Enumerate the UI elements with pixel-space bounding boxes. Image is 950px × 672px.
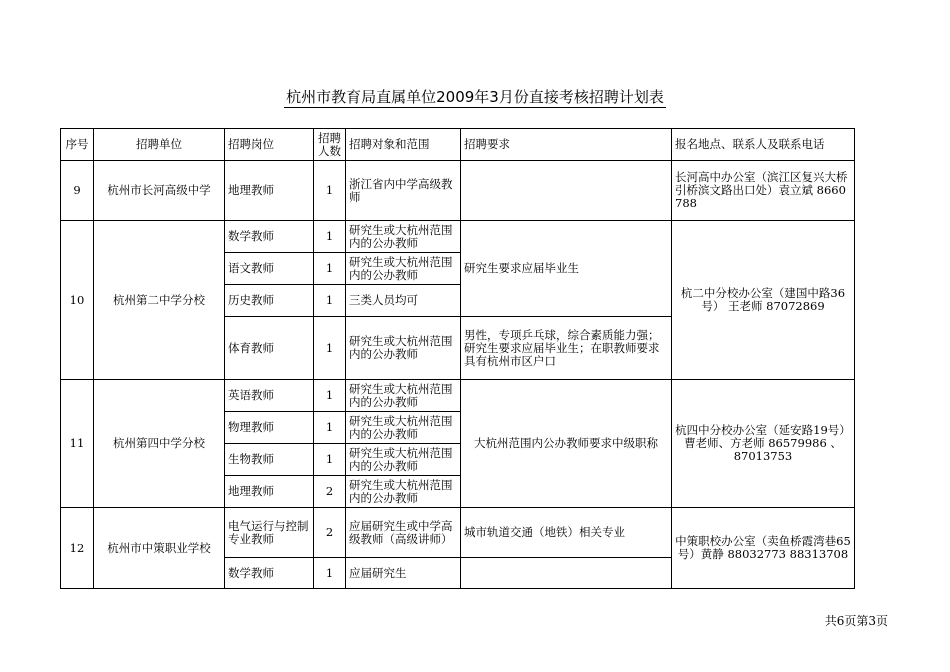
- header-post: 招聘岗位: [225, 129, 314, 161]
- header-unit: 招聘单位: [94, 129, 225, 161]
- cell-post: 物理教师: [225, 412, 314, 444]
- cell-req: [461, 558, 672, 589]
- cell-no: 9: [61, 161, 94, 221]
- cell-count: 1: [314, 161, 346, 221]
- cell-count: 1: [314, 380, 346, 412]
- cell-req: 城市轨道交通（地铁）相关专业: [461, 508, 672, 558]
- cell-req: 男性，专项乒乓球，综合素质能力强；研究生要求应届毕业生；在职教师要求具有杭州市区户口: [461, 317, 672, 380]
- cell-scope: 研究生或大杭州范围内的公办教师: [346, 444, 461, 476]
- cell-req: 大杭州范围内公办教师要求中级职称: [461, 380, 672, 508]
- cell-contact: 杭二中分校办公室（建国中路36号） 王老师 87072869: [672, 221, 855, 380]
- header-count: 招聘人数: [314, 129, 346, 161]
- cell-scope: 研究生或大杭州范围内的公办教师: [346, 476, 461, 508]
- cell-post: 地理教师: [225, 476, 314, 508]
- cell-no: 10: [61, 221, 94, 380]
- cell-req: [461, 161, 672, 221]
- cell-count: 1: [314, 558, 346, 589]
- table-row: [61, 508, 855, 558]
- cell-scope: 应届研究生: [346, 558, 461, 589]
- page-title: [0, 86, 950, 107]
- cell-no: 12: [61, 508, 94, 589]
- cell-unit: 杭州第四中学分校: [94, 380, 225, 508]
- cell-post: 电气运行与控制专业教师: [225, 508, 314, 558]
- cell-count: 1: [314, 221, 346, 253]
- header-req: 招聘要求: [461, 129, 672, 161]
- cell-req: 研究生要求应届毕业生: [461, 221, 672, 317]
- cell-count: 1: [314, 253, 346, 285]
- cell-post: 数学教师: [225, 221, 314, 253]
- cell-count: 1: [314, 285, 346, 317]
- cell-count: 1: [314, 317, 346, 380]
- cell-post: 语文教师: [225, 253, 314, 285]
- cell-contact: 长河高中办公室（滨江区复兴大桥引桥滨文路出口处）袁立斌 8660 788: [672, 161, 855, 221]
- table-row: [61, 380, 855, 412]
- cell-scope: 研究生或大杭州范围内的公办教师: [346, 412, 461, 444]
- cell-scope: 研究生或大杭州范围内的公办教师: [346, 380, 461, 412]
- table-row: [61, 161, 855, 221]
- cell-contact: 中策职校办公室（卖鱼桥霞湾巷65号）黄静 88032773 88313708: [672, 508, 855, 589]
- cell-post: 英语教师: [225, 380, 314, 412]
- cell-post: 体育教师: [225, 317, 314, 380]
- recruitment-table: [60, 128, 858, 589]
- cell-unit: 杭州市长河高级中学: [94, 161, 225, 221]
- cell-count: 2: [314, 476, 346, 508]
- header-contact: 报名地点、联系人及联系电话: [672, 129, 855, 161]
- cell-post: 数学教师: [225, 558, 314, 589]
- cell-post: 历史教师: [225, 285, 314, 317]
- cell-scope: 应届研究生或中学高级教师（高级讲师）: [346, 508, 461, 558]
- header-no: 序号: [61, 129, 94, 161]
- cell-post: 生物教师: [225, 444, 314, 476]
- page-number: 共6页第3页: [824, 614, 888, 628]
- cell-scope: 研究生或大杭州范围内的公办教师: [346, 253, 461, 285]
- cell-no: 11: [61, 380, 94, 508]
- cell-post: 地理教师: [225, 161, 314, 221]
- header-scope: 招聘对象和范围: [346, 129, 461, 161]
- title-text: 杭州市教育局直属单位2009年3月份直接考核招聘计划表: [286, 88, 664, 106]
- cell-scope: 研究生或大杭州范围内的公办教师: [346, 317, 461, 380]
- cell-scope: 研究生或大杭州范围内的公办教师: [346, 221, 461, 253]
- cell-count: 2: [314, 508, 346, 558]
- cell-count: 1: [314, 412, 346, 444]
- cell-unit: 杭州第二中学分校: [94, 221, 225, 380]
- cell-scope: 浙江省内中学高级教师: [346, 161, 461, 221]
- cell-unit: 杭州市中策职业学校: [94, 508, 225, 589]
- table-row: [61, 221, 855, 253]
- cell-scope: 三类人员均可: [346, 285, 461, 317]
- table-header-row: [61, 129, 855, 161]
- cell-count: 1: [314, 444, 346, 476]
- cell-contact: 杭四中分校办公室（延安路19号）曹老师、方老师 86579986 、87013753: [672, 380, 855, 508]
